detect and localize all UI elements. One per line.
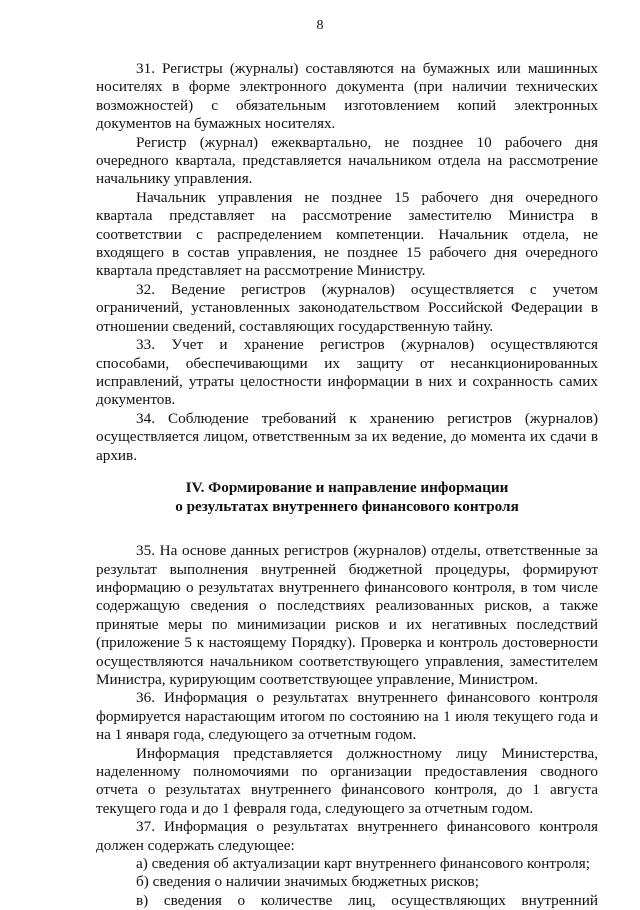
- list-item-c: в) сведения о количестве лиц, осуществляющих внутренний: [136, 891, 598, 909]
- paragraph-information-submitted: Информация представляется должностному лицу Министерства, наделенному полномочиями по организации предоставления сводного отчета о результатах внутреннего финансового контроля, до 1 августа текущего года и до 1 февраля года, следующего за отчетным годом.: [96, 744, 598, 817]
- list-item-a: а) сведения об актуализации карт внутреннего финансового контроля;: [136, 855, 590, 873]
- paragraph-35: 35. На основе данных регистров (журналов) отделы, ответственные за результат выполнения внутренней бюджетной процедуры, формируют информацию о результатах внутреннего финансового контроля, в том числе содержащую сведения о последствиях реализованных рисков, а также принятые меры по минимизации рисков и их негативных последствий (приложение 5 к настоящему Порядку). Проверка и контроль достоверности осуществляются начальником соответствующего управления, заместителем Министра, курирующим соответствующее управление, Министром.: [96, 542, 598, 688]
- paragraph-head-of-department: Начальник управления не позднее 15 рабочего дня очередного квартала представляет на рассмотрение заместителю Министра в соответствии с распределением компетенции. Начальник отдела, не входящего в состав управления, не позднее 15 рабочего дня очередного квартала представляет на рассмотрение Министру.: [96, 188, 598, 280]
- section-heading-line-1: IV. Формирование и направление информации: [185, 478, 509, 496]
- section-heading: [96, 479, 598, 516]
- paragraph-33: 33. Учет и хранение регистров (журналов) осуществляются способами, обеспечивающими их защиту от несанкционированных исправлений, утраты целостности информации в них и сохранность самих документов.: [96, 336, 598, 409]
- paragraph-36: 36. Информация о результатах внутреннего финансового контроля формируется нарастающим итогом по состоянию на 1 июля текущего года и на 1 января года, следующего за отчетным годом.: [96, 689, 598, 744]
- paragraph-31: 31. Регистры (журналы) составляются на бумажных или машинных носителях в форме электронного документа (при наличии технических возможностей) с обязательным изготовлением копий электронных документов на бумажных носителях.: [96, 60, 598, 133]
- paragraph-34: 34. Соблюдение требований к хранению регистров (журналов) осуществляется лицом, ответственным за их ведение, до момента их сдачи в архив.: [96, 409, 598, 464]
- paragraph-register-quarterly: Регистр (журнал) ежеквартально, не позднее 10 рабочего дня очередного квартала, представляется начальником отдела на рассмотрение начальнику управления.: [96, 133, 598, 188]
- document-body: [96, 60, 598, 910]
- paragraph-37: 37. Информация о результатах внутреннего финансового контроля должен содержать следующее:: [96, 818, 598, 854]
- paragraph-32: 32. Ведение регистров (журналов) осуществляется с учетом ограничений, установленных законодательством Российской Федерации в отношении сведений, составляющих государственную тайну.: [96, 280, 598, 335]
- section-heading-line-2: о результатах внутреннего финансового контроля: [175, 497, 519, 515]
- page-number: 8: [316, 18, 324, 33]
- list-item-b: б) сведения о наличии значимых бюджетных рисков;: [136, 873, 479, 891]
